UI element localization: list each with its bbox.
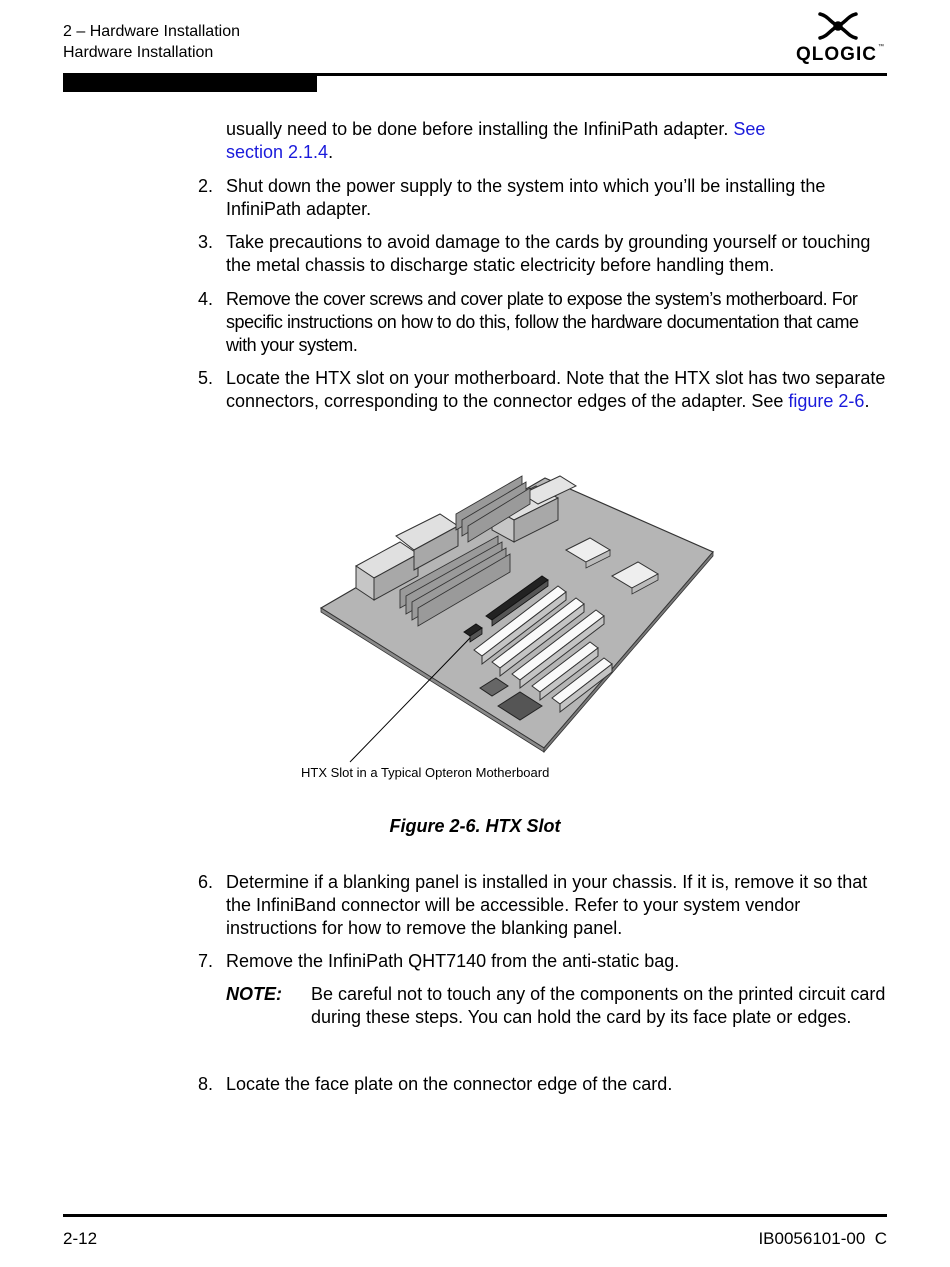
qlogic-mark-icon: [820, 14, 856, 38]
logo-trademark: ™: [878, 44, 884, 50]
logo-wordmark: QLOGIC: [796, 44, 877, 65]
step-4-text: Remove the cover screws and cover plate to expose the system’s motherboard. For specific instructions on how to do this, follow the hardware documentation that came with your system.: [226, 289, 859, 355]
header-chapter: 2 – Hardware Installation: [63, 23, 240, 40]
footer-rule: [63, 1214, 887, 1217]
figure-callout-label: HTX Slot in a Typical Opteron Motherboard: [301, 765, 550, 780]
htx-motherboard-illustration: [290, 462, 730, 792]
header-rule-bar: [63, 73, 317, 92]
step-7-number: 7.: [198, 951, 214, 971]
step-3-number: 3.: [198, 232, 214, 252]
note-text: Be careful not to touch any of the components on the printed circuit card during these steps. You can hold the card by its face plate or edges.: [311, 984, 886, 1027]
step-7-text: Remove the InfiniPath QHT7140 from the anti-static bag.: [226, 951, 680, 971]
figure-2-6-link[interactable]: figure 2-6: [788, 391, 865, 411]
step-4-number: 4.: [198, 289, 214, 309]
step-6-number: 6.: [198, 872, 214, 892]
qlogic-logo: [790, 8, 890, 68]
step-2-text: Shut down the power supply to the system into which you’ll be installing the InfiniPath adapter.: [226, 176, 826, 219]
step-8-number: 8.: [198, 1074, 214, 1094]
step-5-number: 5.: [198, 368, 214, 388]
step-5-text: Locate the HTX slot on your motherboard. Note that the HTX slot has two separate connectors, corresponding to the connector edges of the adapter. See figure 2-6.: [226, 368, 886, 411]
page-number: 2-12: [63, 1229, 98, 1248]
step-1-continued: usually need to be done before installing the InfiniPath adapter. See section 2.1.4.: [226, 119, 766, 162]
step-2-number: 2.: [198, 176, 214, 196]
see-link[interactable]: See: [733, 119, 766, 139]
step-8-text: Locate the face plate on the connector edge of the card.: [226, 1074, 673, 1094]
note-label: NOTE:: [226, 984, 282, 1004]
header-section: Hardware Installation: [63, 44, 214, 61]
step-3-text: Take precautions to avoid damage to the cards by grounding yourself or touching the metal chassis to discharge static electricity before handling them.: [226, 232, 871, 275]
figure-caption: Figure 2-6. HTX Slot: [389, 816, 561, 836]
section-2-1-4-link[interactable]: section 2.1.4: [226, 142, 329, 162]
document-id: IB0056101-00 C: [758, 1229, 887, 1248]
step-6-text: Determine if a blanking panel is installed in your chassis. If it is, remove it so that the InfiniBand connector will be accessible. Refer to your system vendor instructions for how to remove the blanking panel.: [226, 872, 868, 938]
